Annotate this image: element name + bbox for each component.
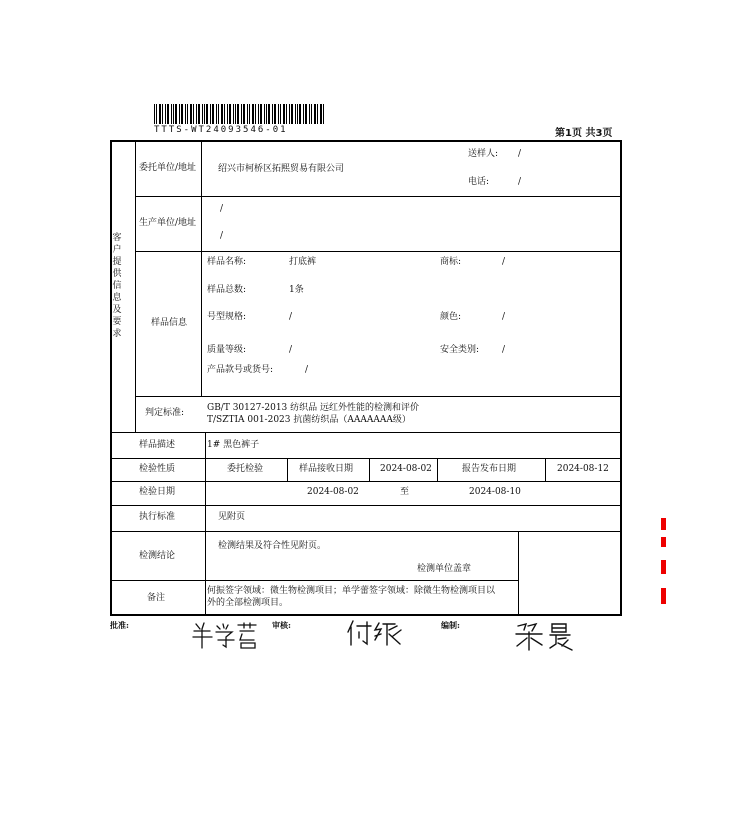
color-value: / xyxy=(502,312,506,322)
sample-name-value: 打底裤 xyxy=(289,257,317,267)
sender-label: 送样人: xyxy=(468,149,499,159)
safety-value: / xyxy=(502,345,506,355)
col-divider xyxy=(201,140,202,396)
trademark-label: 商标: xyxy=(440,257,462,267)
test-date-to-word: 至 xyxy=(400,487,410,497)
standard-value: 见附页 xyxy=(218,512,246,522)
sample-info-label: 样品信息 xyxy=(151,318,188,328)
receive-date-value: 2024-08-02 xyxy=(380,464,432,474)
producer-value-2: / xyxy=(220,231,224,241)
test-date-from: 2024-08-02 xyxy=(307,487,359,497)
row-divider xyxy=(110,580,518,581)
row-divider xyxy=(135,251,622,252)
description-label: 样品描述 xyxy=(139,440,176,450)
standard-label: 执行标准 xyxy=(139,512,176,522)
description-value: 1# 黑色裤子 xyxy=(207,440,260,450)
test-nature-value: 委托检验 xyxy=(227,464,264,474)
phone-value: / xyxy=(518,177,522,187)
test-nature-label: 检验性质 xyxy=(139,464,176,474)
entrust-value: 绍兴市柯桥区拓熙贸易有限公司 xyxy=(218,164,345,174)
color-label: 颜色: xyxy=(440,312,462,322)
approve-signature xyxy=(190,620,260,650)
test-date-label: 检验日期 xyxy=(139,487,176,497)
stamp-fragment xyxy=(661,537,666,547)
model-value: / xyxy=(289,312,293,322)
remark-line-2: 外的全部检测项目。 xyxy=(207,598,289,608)
page-info: 第1页 共3页 xyxy=(555,128,613,139)
section-label-client-info: 客户提供信息及要求 xyxy=(112,233,122,339)
row-divider xyxy=(135,396,622,397)
report-table xyxy=(110,140,622,616)
row-divider xyxy=(110,481,622,482)
conclusion-value: 检测结果及符合性见附页。 xyxy=(218,541,327,551)
report-date-value: 2024-08-12 xyxy=(557,464,609,474)
review-signature xyxy=(345,618,410,648)
row-divider xyxy=(110,531,622,532)
report-date-label: 报告发布日期 xyxy=(462,464,517,474)
row-divider xyxy=(135,196,622,197)
entrust-label: 委托单位/地址 xyxy=(139,163,197,173)
receive-date-label: 样品接收日期 xyxy=(299,464,354,474)
sample-count-value: 1条 xyxy=(289,285,304,295)
col-divider xyxy=(437,458,438,481)
quality-value: / xyxy=(289,345,293,355)
sample-name-label: 样品名称: xyxy=(207,257,247,267)
test-date-to: 2024-08-10 xyxy=(469,487,521,497)
row-divider xyxy=(110,432,622,433)
stamp-fragment xyxy=(661,588,666,604)
model-label: 号型规格: xyxy=(207,312,247,322)
prepare-label: 编制: xyxy=(441,620,460,630)
stamp-fragment xyxy=(661,560,666,574)
criteria-line-1: GB/T 30127-2013 纺织品 远红外性能的检测和评价 xyxy=(207,403,419,413)
col-divider xyxy=(518,531,519,616)
conclusion-label: 检测结论 xyxy=(139,551,176,561)
col-divider xyxy=(287,458,288,481)
prepare-signature xyxy=(512,620,592,652)
approve-label: 批准: xyxy=(110,620,129,630)
col-divider xyxy=(545,458,546,481)
quality-label: 质量等级: xyxy=(207,345,247,355)
sender-value: / xyxy=(518,149,522,159)
producer-value-1: / xyxy=(220,204,224,214)
col-divider xyxy=(135,140,136,432)
trademark-value: / xyxy=(502,257,506,267)
producer-label: 生产单位/地址 xyxy=(139,218,197,228)
safety-label: 安全类别: xyxy=(440,345,480,355)
row-divider xyxy=(110,505,622,506)
phone-label: 电话: xyxy=(468,177,490,187)
sample-count-label: 样品总数: xyxy=(207,285,247,295)
review-label: 审核: xyxy=(272,620,291,630)
barcode-image xyxy=(154,104,324,124)
seal-text: 检测单位盖章 xyxy=(417,564,472,574)
remark-line-1: 何振签字领域：微生物检测项目；单学蕾签字领域：除微生物检测项目以 xyxy=(207,586,496,596)
remark-label: 备注 xyxy=(147,593,166,603)
criteria-label: 判定标准: xyxy=(145,408,185,418)
barcode-text: TTTS-WT24093546-01 xyxy=(154,125,288,135)
criteria-line-2: T/SZTIA 001-2023 抗菌纺织品（AAAAAAA级） xyxy=(207,415,411,425)
stamp-fragment xyxy=(661,518,666,530)
col-divider xyxy=(369,458,370,481)
style-no-label: 产品款号或货号: xyxy=(207,365,274,375)
style-no-value: / xyxy=(305,365,309,375)
col-divider xyxy=(205,432,206,616)
